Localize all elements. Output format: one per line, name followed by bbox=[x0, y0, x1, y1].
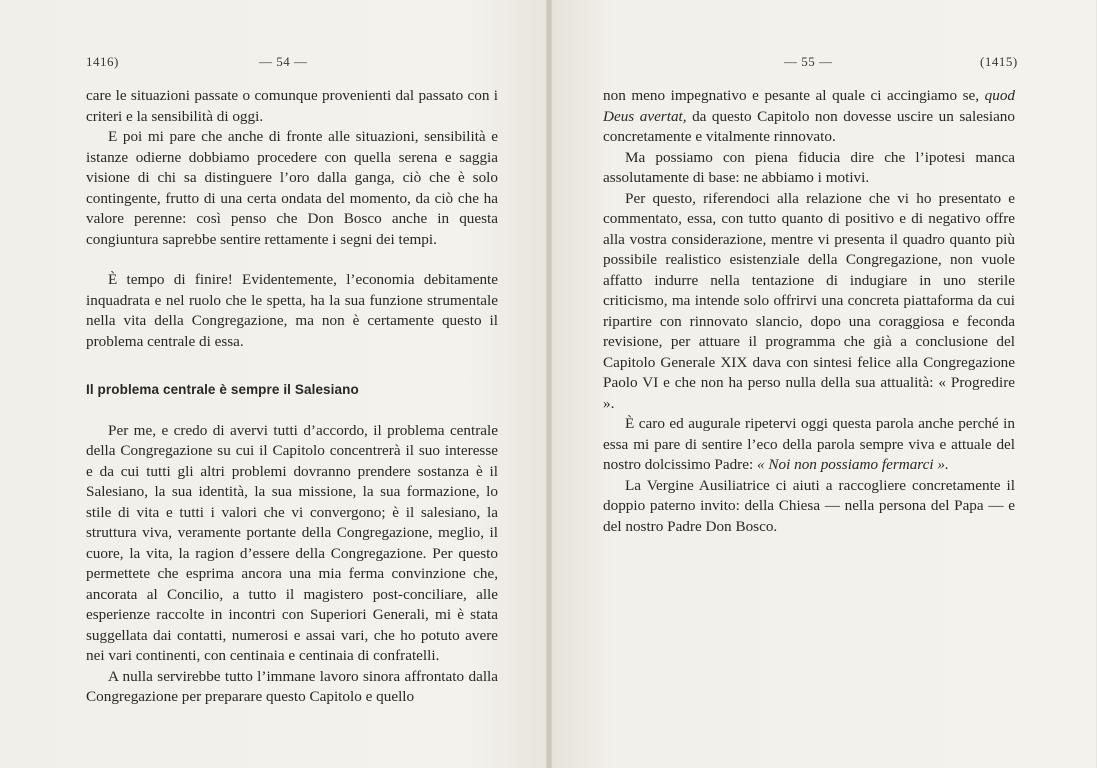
italic-phrase: quod Deus avertat, bbox=[603, 87, 1015, 125]
right-page-text bbox=[603, 86, 1015, 537]
left-page-number: — 54 — bbox=[259, 54, 308, 69]
left-page bbox=[0, 0, 548, 768]
italic-phrase: « Noi non possiamo fermarci ». bbox=[756, 456, 949, 473]
paragraph: Per questo, riferendoci alla relazione che vi ho presentato e commentato, essa, con tutto quanto di positivo e di negativo offre alla vostra considerazione, mentre vi presenta il quadro quanto più possibile realistico esistenziale della Congregazione, non vuole affatto indurre nella tentazione di indugiare in uno sterile criticismo, ma intende solo offrirvi una concreta piattaforma da cui ripartire con rinnovato slancio, dopo una coraggiosa e feconda revisione, per attuare il programma che già a conclusione del Capitolo Generale XIX dava con sintesi felice alla Congregazione Paolo VI e che non ha perso nulla della sua attualità: « Progredire ». bbox=[603, 189, 1015, 412]
text-run: non meno impegnativo e pesante al quale ci accingiamo se, bbox=[603, 87, 985, 104]
paragraph: La Vergine Ausiliatrice ci aiuti a raccogliere concretamente il doppio paterno invito: della Chiesa — nella persona del Papa — e del nostro Padre Don Bosco. bbox=[603, 476, 1015, 535]
left-page-corner-number: 1416) bbox=[86, 54, 119, 69]
section-heading: Il problema centrale è sempre il Salesiano bbox=[86, 382, 359, 397]
paragraph: E poi mi pare che anche di fronte alle situazioni, sensibilità e istanze odierne dobbiamo procedere con quella serena e saggia visione di chi sa distinguere l’oro dalla ganga, ciò che è solo contingente, frutto di una certa ondata del momento, da ciò che ha valore perenne: così penso che Don Bosco anche in questa congiuntura saprebbe sentire rettamente i segni dei tempi. bbox=[86, 128, 498, 248]
paragraph: Per me, e credo di avervi tutti d’accordo, il problema centrale della Congregazione su cui il Capitolo concentrerà il suo interesse e da cui tutti gli altri problemi dovranno prendere sostanza è il Salesiano, la sua identità, la sua missione, la sua formazione, lo stile di vita e tutti i valori che vi convergono; è il salesiano, la struttura viva, veramente portante della Congregazione, meglio, il cuore, la vita, la ragion d’essere della Congregazione. Per questo permettete che esprima ancora una mia ferma convinzione che, ancorata al Concilio, a tutto il magistero post-conciliare, alle esperienze raccolte in incontri con Superiori Generali, mi è stata suggellata dai contatti, numerosi e assai vari, che ho potuto avere nei vari continenti, con centinaia e centinaia di confratelli. bbox=[86, 421, 498, 664]
paragraph: È tempo di finire! Evidentemente, l’economia debitamente inquadrata e nel ruolo che le spetta, ha la sua funzione strumentale nella vita della Congregazione, ma non è certamente questo il problema centrale di essa. bbox=[86, 271, 498, 350]
paragraph bbox=[603, 414, 1015, 476]
right-page-number: — 55 — bbox=[784, 54, 833, 69]
text-run: È caro ed augurale ripetervi oggi questa parola anche perché in essa mi pare di sentire l’eco della parola sempre viva e attuale del nostro dolcissimo Padre: bbox=[603, 415, 1015, 473]
right-page-corner-number: (1415) bbox=[980, 54, 1018, 69]
book-gutter bbox=[546, 0, 552, 768]
paragraph: Ma possiamo con piena fiducia dire che l’ipotesi manca assolutamente di base: ne abbiamo i motivi. bbox=[603, 148, 1015, 186]
paragraph: A nulla servirebbe tutto l’immane lavoro sinora affrontato dalla Congregazione per preparare questo Capitolo e quello bbox=[86, 667, 498, 705]
paragraph: care le situazioni passate o comunque provenienti dal passato con i criteri e la sensibilità di oggi. bbox=[86, 87, 498, 125]
paragraph bbox=[603, 86, 1015, 148]
left-page-text bbox=[86, 86, 498, 708]
text-run: da questo Capitolo non dovesse uscire un salesiano concretamente e vitalmente rinnovato. bbox=[603, 107, 1015, 145]
